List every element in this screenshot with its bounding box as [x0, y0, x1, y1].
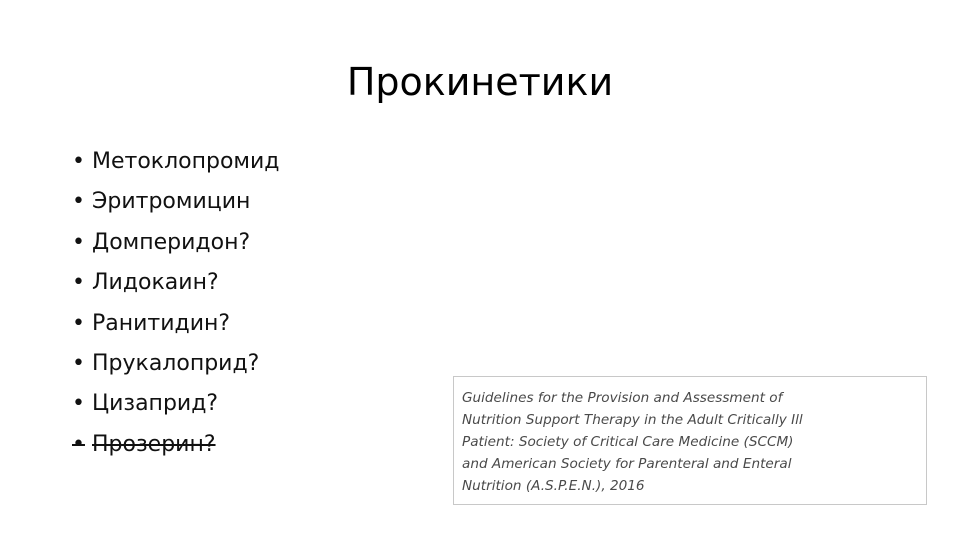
bullet-text: Метоклопромид: [92, 149, 280, 174]
citation-box: [453, 376, 927, 505]
bullet-text: Лидокаин?: [92, 270, 219, 296]
bullet-list: [72, 142, 280, 465]
bullet-text: Прукалоприд?: [92, 350, 260, 376]
bullet-dot: •: [72, 431, 85, 457]
bullet-dot: •: [72, 350, 85, 376]
bullet-dot: •: [72, 270, 85, 296]
bullet-item-prucalopride: [72, 344, 280, 384]
bullet-dot: •: [72, 310, 85, 336]
bullet-item-ranitidine: [72, 304, 280, 344]
bullet-item-domperidone: [72, 223, 280, 263]
bullet-text: Домперидон?: [92, 229, 251, 255]
citation-line: Guidelines for the Provision and Assessment of: [462, 390, 783, 406]
bullet-text: Эритромицин: [92, 189, 251, 215]
bullet-item-metoclopramide: [72, 142, 280, 182]
bullet-item-lidocaine: [72, 263, 280, 303]
bullet-item-neostigmine-struck: [72, 425, 280, 465]
bullet-text: Ранитидин?: [92, 310, 231, 336]
bullet-dot: •: [72, 189, 85, 215]
bullet-text: Цизаприд?: [92, 391, 219, 417]
slide-title: Прокинетики: [346, 60, 614, 104]
bullet-dot: •: [72, 391, 85, 417]
bullet-item-erythromycin: [72, 182, 280, 222]
citation-line: Patient: Society of Critical Care Medicine (SCCM): [462, 434, 794, 450]
bullet-dot: •: [72, 149, 85, 174]
citation-line: Nutrition (A.S.P.E.N.), 2016: [462, 478, 645, 494]
citation-line: Nutrition Support Therapy in the Adult Critically Ill: [462, 412, 803, 428]
bullet-dot: •: [72, 229, 85, 255]
citation-line: and American Society for Parenteral and Enteral: [462, 456, 792, 472]
citation-text: [462, 387, 914, 497]
bullet-text: Прозерин?: [92, 431, 216, 457]
bullet-item-cisapride: [72, 384, 280, 424]
